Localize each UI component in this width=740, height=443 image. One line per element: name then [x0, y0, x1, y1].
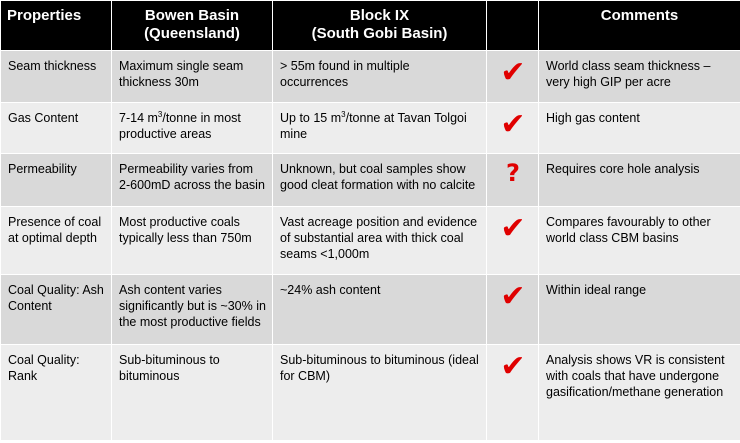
row-block-sup: 3 — [341, 109, 346, 119]
row-bowen: Sub-bituminous to bituminous — [112, 345, 273, 441]
row-comment: World class seam thickness – very high GIP per acre — [539, 51, 740, 103]
check-icon — [487, 345, 539, 441]
header-bowen-text: Bowen Basin (Queensland) — [144, 7, 240, 42]
header-block-text: Block IX (South Gobi Basin) — [311, 7, 448, 42]
row-property: Permeability — [1, 154, 112, 207]
row-bowen — [112, 103, 273, 154]
row-block — [273, 103, 487, 154]
row-bowen-sup: 3 — [157, 109, 163, 119]
header-mark — [487, 1, 539, 51]
table-row — [1, 275, 740, 345]
row-block-post: /tonne at Tavan Tolgoi mine — [280, 111, 467, 141]
header-row — [1, 1, 740, 51]
row-bowen: Maximum single seam thickness 30m — [112, 51, 273, 103]
row-comment: Compares favourably to other world class CBM basins — [539, 207, 740, 275]
header-comments: Comments — [539, 1, 740, 51]
check-mark: ✔ — [500, 55, 526, 90]
row-block-pre: Up to 15 m — [280, 111, 342, 125]
header-properties: Properties — [1, 1, 112, 51]
row-bowen-pre: 7-14 m — [119, 111, 158, 125]
check-mark: ✔ — [500, 211, 526, 246]
question-mark: ? — [506, 159, 520, 187]
check-icon — [487, 103, 539, 154]
row-property: Coal Quality: Rank — [1, 345, 112, 441]
check-icon — [487, 207, 539, 275]
header-bowen-basin — [112, 1, 273, 51]
row-block: Sub-bituminous to bituminous (ideal for CBM) — [273, 345, 487, 441]
row-block: Unknown, but coal samples show good cleat formation with no calcite — [273, 154, 487, 207]
table-row — [1, 103, 740, 154]
table-row — [1, 51, 740, 103]
header-block-ix — [273, 1, 487, 51]
check-mark: ✔ — [500, 107, 526, 142]
table-row — [1, 154, 740, 207]
row-comment: Requires core hole analysis — [539, 154, 740, 207]
table-row — [1, 345, 740, 441]
row-bowen: Most productive coals typically less than 750m — [112, 207, 273, 275]
row-property: Seam thickness — [1, 51, 112, 103]
row-property: Presence of coal at optimal depth — [1, 207, 112, 275]
row-block: > 55m found in multiple occurrences — [273, 51, 487, 103]
row-block: ~24% ash content — [273, 275, 487, 345]
row-comment: Within ideal range — [539, 275, 740, 345]
check-mark: ✔ — [500, 279, 526, 314]
row-bowen-post: /tonne in most productive areas — [119, 111, 241, 141]
row-bowen: Ash content varies significantly but is ~30% in the most productive fields — [112, 275, 273, 345]
question-icon — [487, 154, 539, 207]
row-bowen: Permeability varies from 2-600mD across the basin — [112, 154, 273, 207]
row-property: Coal Quality: Ash Content — [1, 275, 112, 345]
check-icon — [487, 51, 539, 103]
row-comment: Analysis shows VR is consistent with coals that have undergone gasification/methane generation — [539, 345, 740, 441]
row-block: Vast acreage position and evidence of substantial area with thick coal seams <1,000m — [273, 207, 487, 275]
row-comment: High gas content — [539, 103, 740, 154]
check-icon — [487, 275, 539, 345]
row-property: Gas Content — [1, 103, 112, 154]
table-row — [1, 207, 740, 275]
check-mark: ✔ — [500, 349, 526, 384]
